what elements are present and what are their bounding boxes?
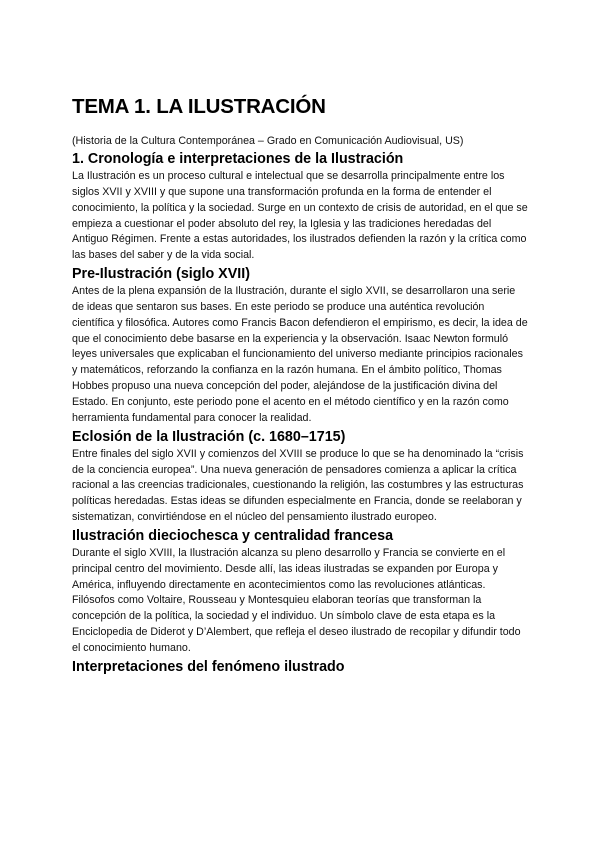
section-heading-eclosion: Eclosión de la Ilustración (c. 1680–1715) [72,428,346,445]
section-paragraph-pre-ilustracion: Antes de la plena expansión de la Ilustración, durante el siglo XVII, se desarrollaron una serie de ideas que sentaron sus bases. En este periodo se produce una auténtica revolución científica y filosófica. Autores como Francis Bacon defendieron el empirismo, es decir, la idea de que el conocimiento debe basarse en la experiencia y la observación. Isaac Newton formuló leyes universales que explicaban el funcionamiento del universo mediante principios racionales y matemáticos, reforzando la confianza en la razón humana. En el ámbito político, Thomas Hobbes propuso una nueva concepción del poder, alejándose de la justificación divina del Estado. En conjunto, este periodo pone el acento en el método científico y en la razón como herramienta fundamental para conocer la realidad. [72,285,528,424]
section-heading-pre-ilustracion: Pre-Ilustración (siglo XVII) [72,266,250,283]
section-paragraph-eclosion: Entre finales del siglo XVII y comienzos del XVIII se produce lo que se ha denominado la “crisis de la conciencia europea”. Una nueva generación de pensadores comienza a aplicar la crítica racional a las creencias tradicionales, cuestionando la religión, las costumbres y las estructuras políticas heredadas. Estas ideas se difunden especialmente en Francia, donde se reelaboran y sistematizan, convirtiéndose en el núcleo del pensamiento ilustrado europeo. [72,447,524,524]
section-paragraph-chronology: La Ilustración es un proceso cultural e intelectual que se desarrolla principalmente entre los siglos XVII y XVIII y que supone una transformación profunda en la forma de entender el conocimiento, la política y la sociedad. Surge en un contexto de crisis de autoridad, en el que se empieza a cuestionar el poder absoluto del rey, la Iglesia y las tradiciones heredadas del Antiguo Régimen. Frente a estas autoridades, los ilustrados defienden la razón y la crítica como las bases del saber y de la vida social. [72,170,528,262]
document-content [72,94,528,677]
page-subtitle: (Historia de la Cultura Contemporánea – Grado en Comunicación Audiovisual, US) [72,135,464,147]
section-heading-chronology: 1. Cronología e interpretaciones de la Ilustración [72,151,404,167]
section-heading-ilustracion-dieciochesca: Ilustración dieciochesca y centralidad francesa [72,527,394,544]
page-title: TEMA 1. LA ILUSTRACIÓN [72,95,326,118]
section-paragraph-ilustracion-dieciochesca: Durante el siglo XVIII, la Ilustración alcanza su pleno desarrollo y Francia se convierte en el principal centro del movimiento. Desde allí, las ideas ilustradas se expanden por Europa y América, influyendo directamente en acontecimientos como las revoluciones atlánticas. Filósofos como Voltaire, Rousseau y Montesquieu elaboran teorías que transforman la concepción de la política, la sociedad y el individuo. Un símbolo clave de esta etapa es la Enciclopedia de Diderot y D’Alembert, que refleja el deseo ilustrado de recopilar y difundir todo el conocimiento humano. [72,546,521,654]
section-heading-interpretaciones: Interpretaciones del fenómeno ilustrado [72,658,345,675]
